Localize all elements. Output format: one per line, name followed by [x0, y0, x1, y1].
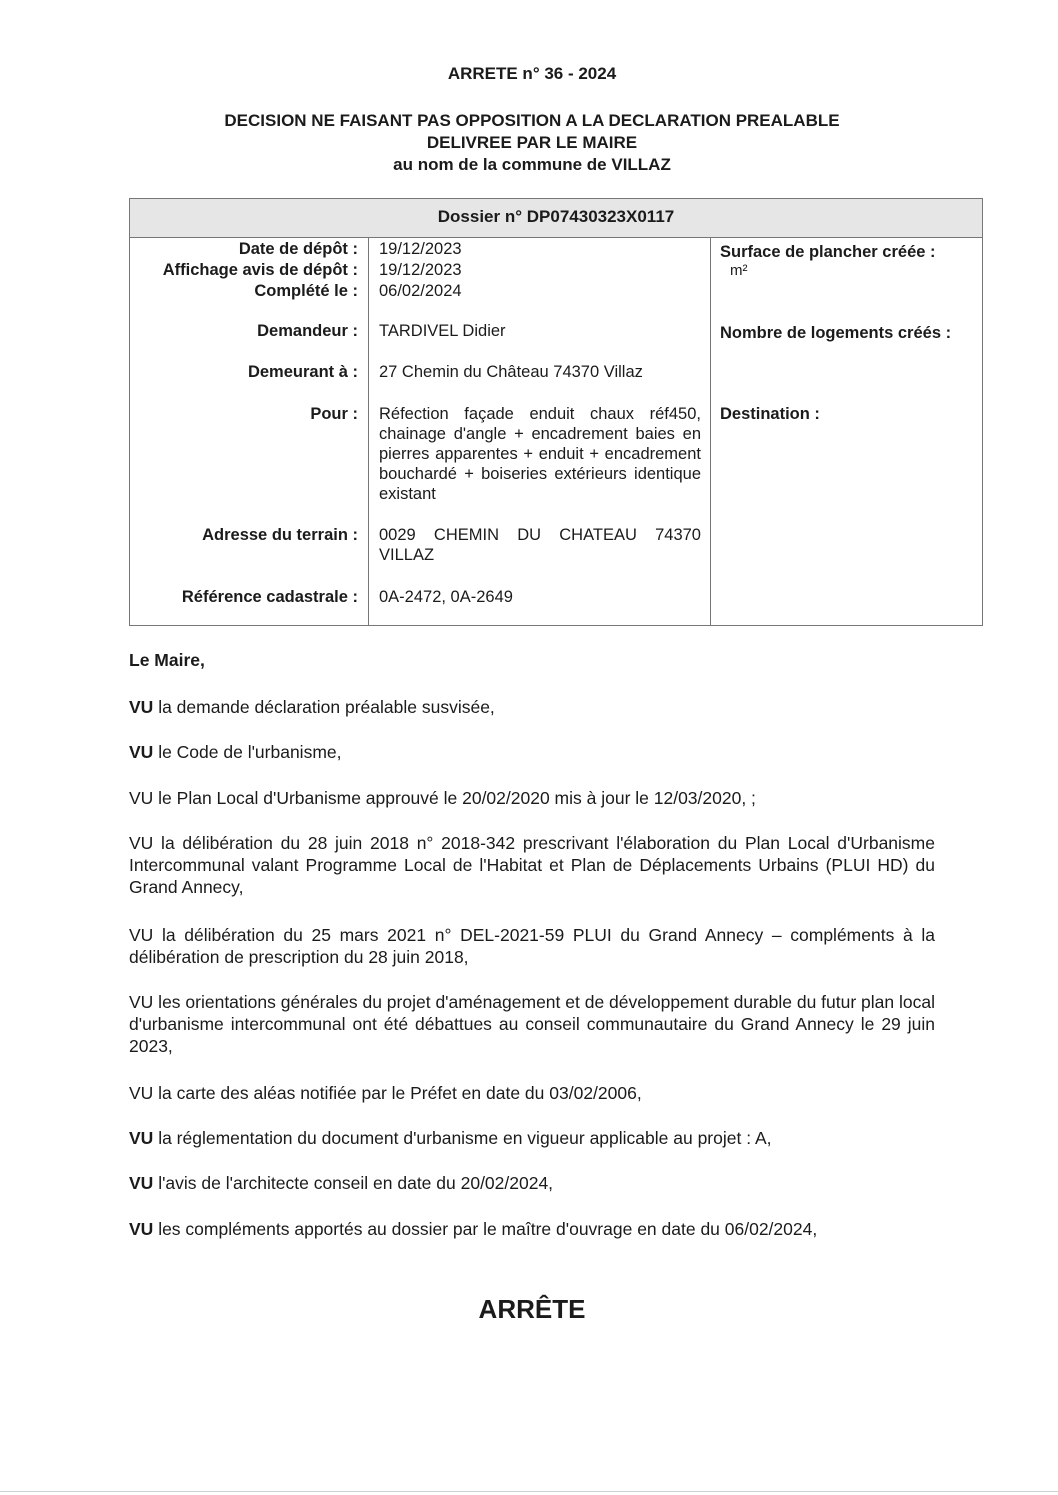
vu-text: l'avis de l'architecte conseil en date du 20/02/2024, — [158, 1173, 554, 1193]
pour-label: Pour : — [310, 405, 358, 423]
pour-value: Réfection façade enduit chaux réf450, chainage d'angle + encadrement baies en pierres apparentes + enduit + encadrement bouchardé + boiseries extérieurs identique existant — [379, 405, 701, 503]
dossier-title: Dossier n° DP07430323X0117 — [130, 199, 982, 238]
vu-keyword: VU — [129, 697, 154, 717]
affichage-value: 19/12/2023 — [379, 261, 462, 279]
dossier-table — [129, 198, 983, 626]
affichage-label: Affichage avis de dépôt : — [162, 261, 358, 279]
vu-keyword: VU — [129, 1128, 154, 1148]
surface-unit: m² — [730, 262, 748, 279]
vu-paragraph-6: VU les orientations générales du projet d'aménagement et de développement durable du futur plan local d'urbanisme intercommunal ont été débattues au conseil communautaire du Grand Annecy le 29 juin 2023, — [129, 992, 935, 1056]
logements-label: Nombre de logements créés : — [720, 324, 952, 342]
destination-label: Destination : — [720, 405, 820, 423]
vu-keyword: VU — [129, 1219, 154, 1239]
surface-label: Surface de plancher créée : — [720, 243, 936, 261]
adresse-label: Adresse du terrain : — [202, 526, 358, 544]
vu-paragraph-8 — [129, 1127, 935, 1149]
date-depot-label: Date de dépôt : — [238, 240, 358, 258]
vu-text: le Code de l'urbanisme, — [158, 742, 342, 762]
vu-paragraph-9 — [129, 1172, 935, 1194]
vu-paragraph-3: VU le Plan Local d'Urbanisme approuvé le 20/02/2020 mis à jour le 12/03/2020, ; — [129, 788, 756, 808]
column-divider — [368, 237, 369, 625]
le-maire: Le Maire, — [129, 650, 205, 670]
arrete-number: ARRETE n° 36 - 2024 — [447, 64, 617, 83]
vu-keyword: VU — [129, 1173, 154, 1193]
vu-keyword: VU — [129, 742, 154, 762]
complete-label: Complété le : — [254, 282, 358, 300]
complete-value: 06/02/2024 — [379, 282, 462, 300]
decision-line-2: DELIVREE PAR LE MAIRE — [426, 133, 638, 152]
column-divider — [710, 237, 711, 625]
vu-paragraph-5: VU la délibération du 25 mars 2021 n° DEL-2021-59 PLUI du Grand Annecy – compléments à la délibération de prescription du 28 juin 2018, — [129, 925, 935, 967]
vu-paragraph-7: VU la carte des aléas notifiée par le Préfet en date du 03/02/2006, — [129, 1083, 642, 1103]
vu-text: la demande déclaration préalable susvisée, — [158, 697, 495, 717]
adresse-value: 0029 CHEMIN DU CHATEAU 74370 VILLAZ — [379, 526, 701, 564]
arrete-heading: ARRÊTE — [478, 1294, 586, 1324]
vu-paragraph-10 — [129, 1218, 935, 1240]
demandeur-value: TARDIVEL Didier — [379, 322, 506, 340]
decision-line-1: DECISION NE FAISANT PAS OPPOSITION A LA DECLARATION PREALABLE — [224, 111, 840, 130]
decision-line-3: au nom de la commune de VILLAZ — [393, 155, 671, 174]
vu-text: les compléments apportés au dossier par le maître d'ouvrage en date du 06/02/2024, — [158, 1219, 818, 1239]
demeurant-value: 27 Chemin du Château 74370 Villaz — [379, 363, 643, 381]
date-depot-value: 19/12/2023 — [379, 240, 462, 258]
scan-edge-line — [0, 1491, 1058, 1492]
demandeur-label: Demandeur : — [257, 322, 358, 340]
reference-label: Référence cadastrale : — [181, 588, 358, 606]
vu-text: la réglementation du document d'urbanisme en vigueur applicable au projet : A, — [158, 1128, 772, 1148]
decision-heading — [0, 110, 1058, 176]
reference-value: 0A-2472, 0A-2649 — [379, 588, 513, 606]
vu-paragraph-1 — [129, 696, 935, 718]
vu-paragraph-4: VU la délibération du 28 juin 2018 n° 2018-342 prescrivant l'élaboration du Plan Local d'Urbanisme Intercommunal valant Programme Local de l'Habitat et Plan de Déplacements Urbains (PLUI HD) du Grand Annecy, — [129, 833, 935, 897]
vu-paragraph-2 — [129, 741, 935, 763]
demeurant-label: Demeurant à : — [247, 363, 358, 381]
